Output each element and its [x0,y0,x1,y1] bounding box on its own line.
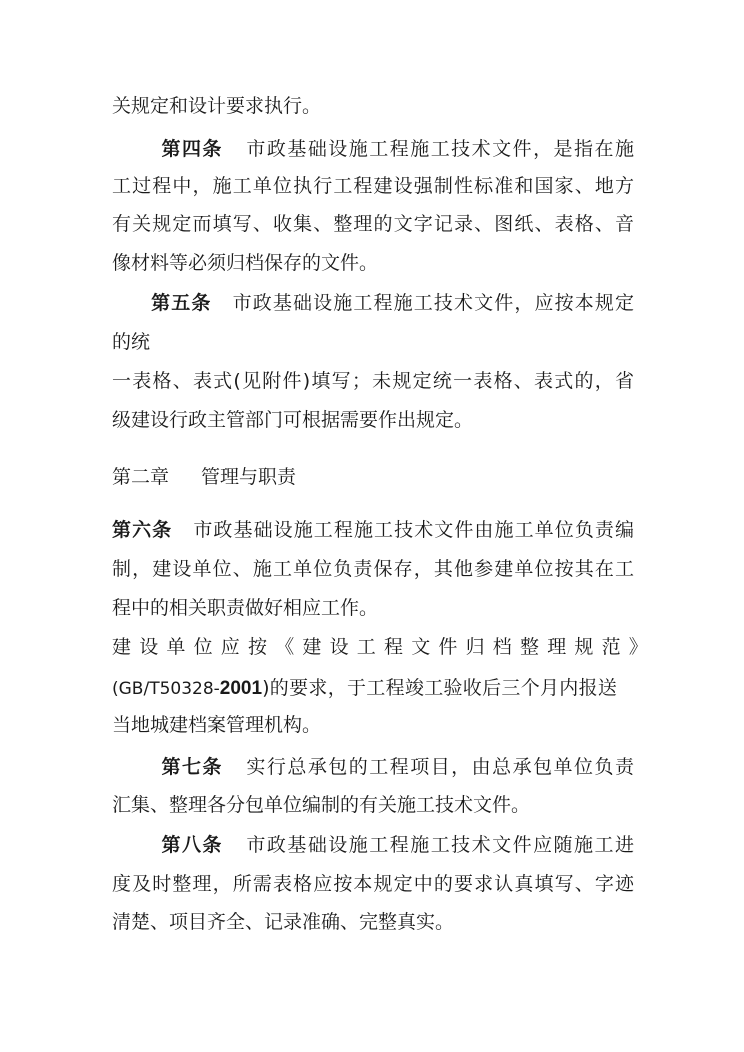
article-6-line-6 [112,713,634,737]
article-5-line-1 [112,291,634,315]
article-6-line-1 [112,518,634,542]
text-line: 建设单位应按《建设工程文件归档整理规范》 [112,636,657,658]
text-line: 当地城建档案管理机构。 [112,714,322,736]
text-line: 度及时整理，所需表格应按本规定中的要求认真填写、字迹 [112,873,634,895]
text-line: 市政基础设施工程施工技术文件，是指在施 [244,138,634,160]
article-8-heading: 第八条 [160,834,223,856]
chapter-title: 管理与职责 [201,466,297,488]
text-line: 汇集、整理各分包单位编制的有关施工技术文件。 [112,794,531,816]
article-8-line-2 [112,872,634,896]
article-6-line-4 [112,635,657,659]
text-line: 的统 [112,331,151,353]
text-line: 清楚、项目齐全、记录准确、完整真实。 [112,911,455,933]
article-7-line-1 [112,755,634,779]
text-line: 实行总承包的工程项目，由总承包单位负责 [244,756,634,778]
text-line: )的要求，于工程竣工验收后三个月内报送 [262,677,618,699]
text-line: 市政基础设施工程施工技术文件由施工单位负责编 [192,519,634,541]
text-line: 工过程中，施工单位执行工程建设强制性标准和国家、地方 [112,175,634,197]
chapter-heading [112,465,634,489]
article-8-line-1 [112,833,634,857]
article-7-heading: 第七条 [160,756,223,778]
chapter-number: 第二章 [112,466,170,488]
article-4-heading: 第四条 [160,138,223,160]
text-line: 制，建设单位、施工单位负责保存，其他参建单位按其在工 [112,558,634,580]
standard-year: 2001 [219,678,263,699]
text-line: 市政基础设施工程施工技术文件应随施工进 [244,834,634,856]
article-5-line-3 [112,369,634,393]
standard-code: (GB/T50328- [112,679,220,699]
paragraph-continuation [112,94,634,118]
article-5-heading: 第五条 [150,292,212,314]
article-4-line-2 [112,174,634,198]
article-6-line-3 [112,596,634,620]
article-6-heading: 第六条 [112,519,173,541]
article-7-line-2 [112,793,634,817]
article-4-line-3 [112,212,634,236]
text-line: 一表格、表式(见附件)填写；未规定统一表格、表式的，省 [112,370,634,392]
article-6-line-5 [112,676,634,701]
text-line: 市政基础设施工程施工技术文件，应按本规定 [231,292,634,314]
article-6-line-2 [112,557,634,581]
text-line: 级建设行政主管部门可根据需要作出规定。 [112,409,474,431]
text-line: 像材料等必须归档保存的文件。 [112,252,379,274]
article-5-line-4 [112,408,634,432]
article-4-line-4 [112,251,634,275]
text-line: 程中的相关职责做好相应工作。 [112,597,379,619]
article-4-line-1 [112,137,634,161]
text-line: 关规定和设计要求执行。 [112,95,322,117]
text-line: 有关规定而填写、收集、整理的文字记录、图纸、表格、音 [112,213,634,235]
article-5-line-2 [112,330,634,354]
article-8-line-3 [112,910,634,934]
